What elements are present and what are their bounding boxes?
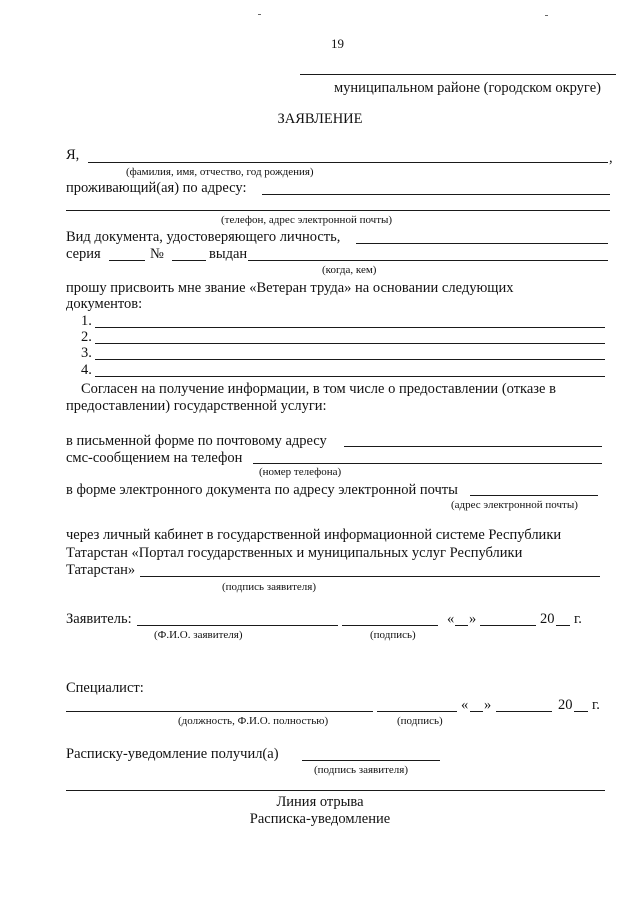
number-label: №: [150, 246, 164, 262]
document-item-number: 3.: [81, 345, 92, 361]
date-month-field[interactable]: [480, 625, 536, 626]
date-year-suffix: г.: [592, 697, 600, 713]
hint-specialist-position: (должность, Ф.И.О. полностью): [178, 715, 329, 727]
hint-fio: (фамилия, имя, отчество, год рождения): [126, 166, 314, 178]
date-year-prefix: 20: [558, 697, 573, 713]
address-label: проживающий(ая) по адресу:: [66, 180, 247, 196]
hint-applicant-sign: (подпись): [370, 629, 416, 641]
request-line-1: прошу присвоить мне звание «Ветеран труда» на основании следующих: [66, 280, 514, 296]
date-year-field[interactable]: [556, 625, 570, 626]
date-quote-open: «: [447, 611, 455, 627]
sms-phone-field[interactable]: [253, 463, 602, 464]
document-item-field-1[interactable]: [95, 327, 605, 328]
date-year-prefix: 20: [540, 611, 555, 627]
issued-label: выдан: [209, 246, 248, 262]
portal-option-line-2: Татарстан «Портал государственных и муниципальных услуг Республики: [66, 545, 523, 561]
document-item-number: 1.: [81, 313, 92, 329]
applicant-signature-field[interactable]: [342, 625, 438, 626]
portal-option-line-3: Татарстан»: [66, 562, 136, 578]
series-field[interactable]: [109, 260, 145, 261]
notice-title: Расписка-уведомление: [249, 811, 391, 827]
cut-line-label: Линия отрыва: [276, 794, 364, 810]
form-title: ЗАЯВЛЕНИЕ: [277, 111, 363, 127]
document-item-field-2[interactable]: [95, 343, 605, 344]
scan-speck: [545, 15, 548, 16]
email-option-label: в форме электронного документа по адресу электронной почты: [66, 482, 458, 498]
id-document-label: Вид документа, удостоверяющего личность,: [66, 229, 341, 245]
consent-line-2: предоставлении) государственной услуги:: [66, 398, 327, 414]
contact-field[interactable]: [66, 210, 610, 211]
hint-phone: (номер телефона): [259, 466, 342, 478]
specialist-label: Специалист:: [66, 680, 144, 696]
consent-line-1: Согласен на получение информации, в том числе о предоставлении (отказе в: [81, 381, 556, 397]
header-blank-line: [300, 74, 616, 75]
date-month-field[interactable]: [496, 711, 552, 712]
portal-option-line-1: через личный кабинет в государственной информационной системе Республики: [66, 527, 562, 543]
postal-option-label: в письменной форме по почтовому адресу: [66, 433, 327, 449]
applicant-fio-sign-field[interactable]: [137, 625, 338, 626]
hint-specialist-sign: (подпись): [397, 715, 443, 727]
cut-line: [66, 790, 605, 791]
hint-email: (адрес электронной почты): [451, 499, 578, 511]
document-item-number: 4.: [81, 362, 92, 378]
postal-address-field[interactable]: [344, 446, 602, 447]
date-quote-close: »: [469, 611, 477, 627]
request-line-2: документов:: [66, 296, 143, 312]
id-document-field[interactable]: [356, 243, 608, 244]
document-item-field-4[interactable]: [95, 376, 605, 377]
date-day-field[interactable]: [455, 625, 468, 626]
issued-field[interactable]: [248, 260, 608, 261]
hint-issued: (когда, кем): [322, 264, 377, 276]
applicant-comma: ,: [609, 150, 613, 166]
number-field[interactable]: [172, 260, 206, 261]
receipt-label: Расписку-уведомление получил(а): [66, 746, 279, 762]
address-field[interactable]: [262, 194, 610, 195]
specialist-signature-field[interactable]: [377, 711, 457, 712]
date-day-field[interactable]: [470, 711, 483, 712]
date-quote-close: »: [484, 697, 492, 713]
applicant-fio-field[interactable]: [88, 162, 608, 163]
email-field[interactable]: [470, 495, 598, 496]
document-item-field-3[interactable]: [95, 359, 605, 360]
document-item-number: 2.: [81, 329, 92, 345]
series-label: серия: [66, 246, 101, 262]
hint-contact: (телефон, адрес электронной почты): [221, 214, 393, 226]
hint-receipt-sign: (подпись заявителя): [314, 764, 409, 776]
hint-signature: (подпись заявителя): [222, 581, 317, 593]
portal-signature-field[interactable]: [140, 576, 600, 577]
applicant-prefix: Я,: [66, 147, 80, 163]
sms-option-label: смс-сообщением на телефон: [66, 450, 243, 466]
date-year-field[interactable]: [574, 711, 588, 712]
scan-speck: [258, 14, 261, 15]
date-quote-open: «: [461, 697, 469, 713]
specialist-position-field[interactable]: [66, 711, 373, 712]
receipt-signature-field[interactable]: [302, 760, 440, 761]
date-year-suffix: г.: [574, 611, 582, 627]
page-number: 19: [331, 36, 344, 51]
header-municipality: муниципальном районе (городском округе): [334, 80, 601, 96]
hint-applicant-fio: (Ф.И.О. заявителя): [154, 629, 243, 641]
applicant-sign-label: Заявитель:: [66, 611, 132, 627]
